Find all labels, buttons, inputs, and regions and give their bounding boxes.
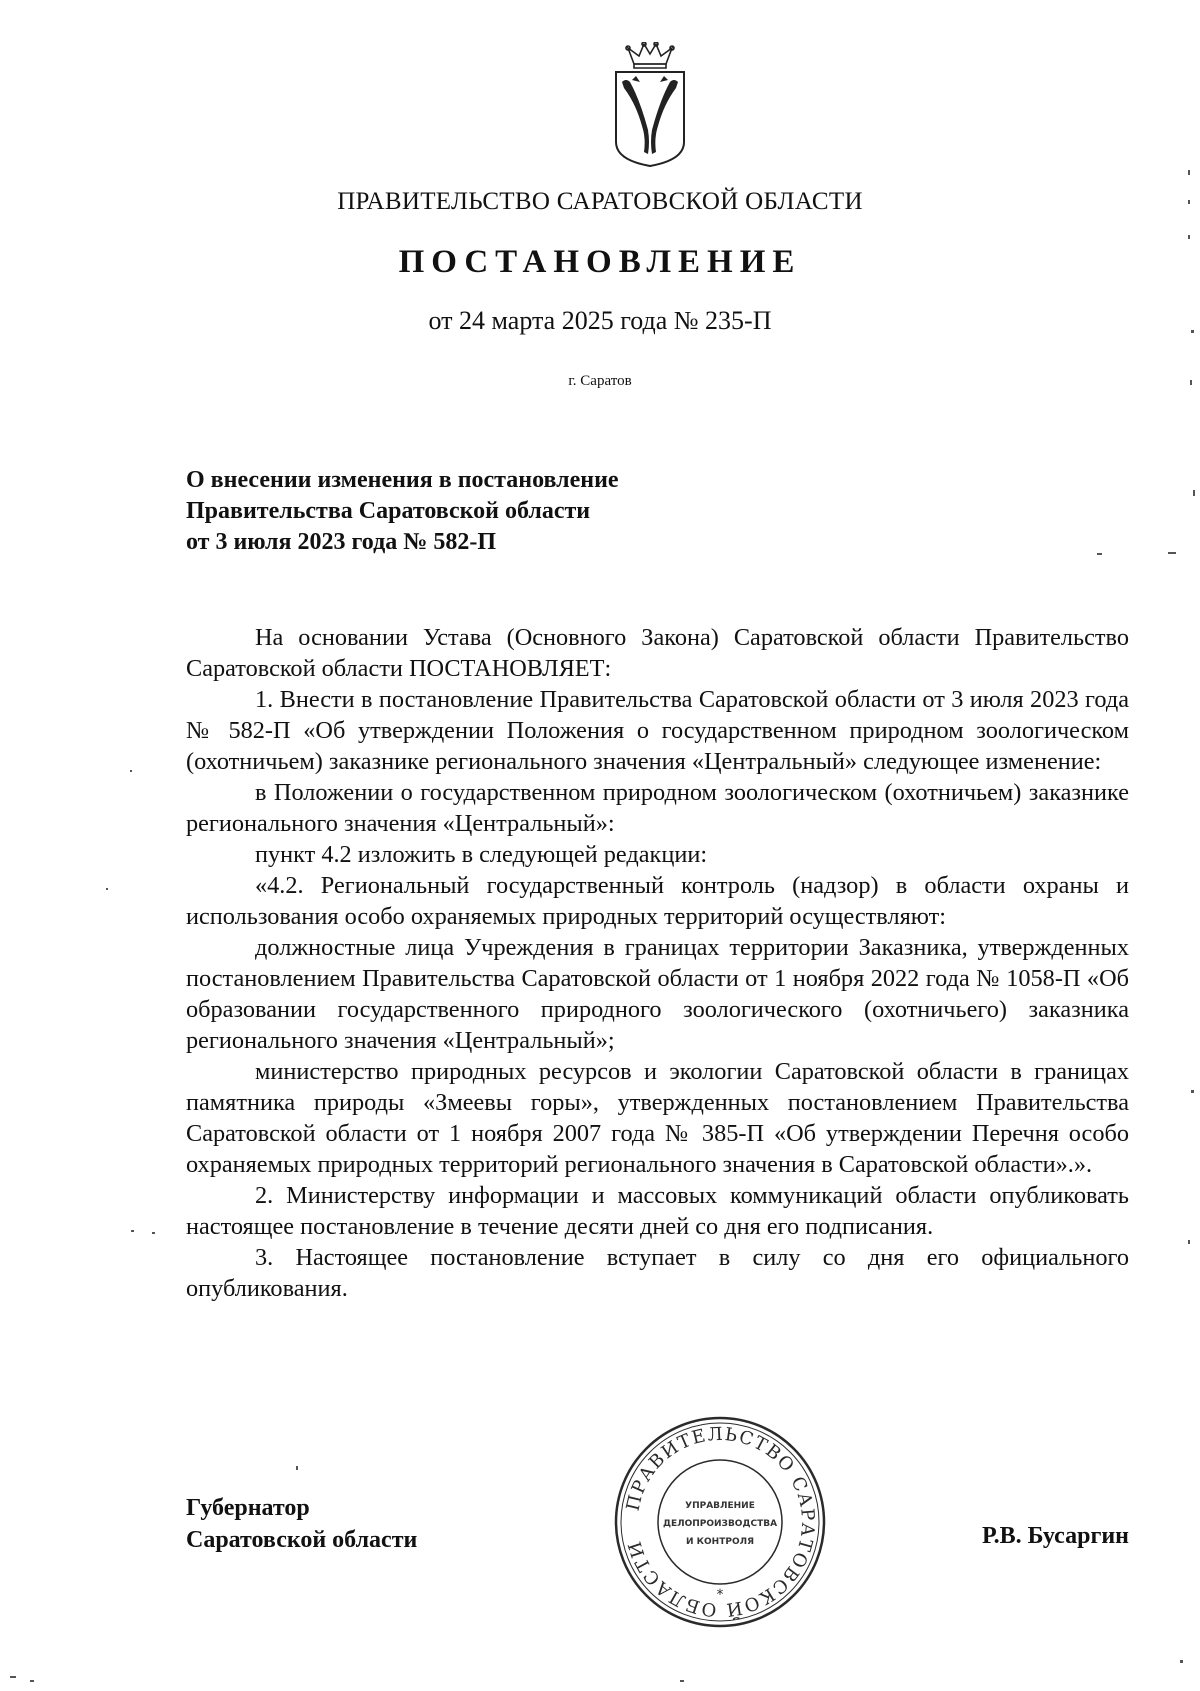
- signatory-name: Р.В. Бусаргин: [981, 1523, 1129, 1549]
- title-line: О внесении изменения в постановление: [186, 467, 619, 493]
- body-paragraph: 1. Внести в постановление Правительства Саратовской области от 3 июля 2023 года № 582-П «Об утверждении Положения о государственном природном зоологическом (охотничьем) заказнике регионального значения «Центральный» следующее изменение:: [186, 686, 1129, 775]
- body-paragraph: пункт 4.2 изложить в следующей редакции:: [255, 841, 708, 868]
- seal-center-line: ДЕЛОПРОИЗВОДСТВА: [662, 1519, 778, 1529]
- document-date-number: от 24 марта 2025 года № 235-П: [428, 306, 772, 335]
- document-type: ПОСТАНОВЛЕНИЕ: [398, 244, 802, 280]
- government-name: ПРАВИТЕЛЬСТВО САРАТОВСКОЙ ОБЛАСТИ: [337, 188, 863, 215]
- title-line: от 3 июля 2023 года № 582-П: [186, 529, 497, 555]
- body-paragraph: должностные лица Учреждения в границах территории Заказника, утвержденных постановлением Правительства Саратовской области от 1 ноября 2022 года № 1058-П «Об образовании государственного природного зоологического (охотничьего) заказника регионального значения «Центральный»;: [186, 934, 1129, 1054]
- svg-text:*: *: [716, 1587, 724, 1603]
- seal-center-line: УПРАВЛЕНИЕ: [685, 1501, 755, 1511]
- body-paragraph: На основании Устава (Основного Закона) Саратовской области Правительство Саратовской области ПОСТАНОВЛЯЕТ:: [186, 624, 1129, 682]
- body-paragraph: министерство природных ресурсов и экологии Саратовской области в границах памятника природы «Змеевы горы», утвержденных постановлением Правительства Саратовской области от 1 ноября 2007 года № 385-П «Об утверждении Перечня особо охраняемых природных территорий регионального значения в Саратовской области».».: [186, 1058, 1129, 1178]
- seal-ring-text: ПРАВИТЕЛЬСТВО САРАТОВСКОЙ ОБЛАСТИ: [622, 1423, 819, 1621]
- body-paragraph: 3. Настоящее постановление вступает в силу со дня его официального опубликования.: [186, 1244, 1129, 1302]
- body-paragraph: в Положении о государственном природном зоологическом (охотничьем) заказнике регионального значения «Центральный»:: [186, 779, 1129, 837]
- document-city: г. Саратов: [568, 373, 632, 389]
- body-paragraph: 2. Министерству информации и массовых коммуникаций области опубликовать настоящее постановление в течение десяти дней со дня его подписания.: [186, 1182, 1129, 1240]
- title-line: Правительства Саратовской области: [186, 498, 591, 524]
- body-paragraph: «4.2. Региональный государственный контроль (надзор) в области охраны и использования особо охраняемых природных территорий осуществляют:: [186, 872, 1129, 930]
- position-line: Губернатор: [186, 1495, 310, 1521]
- position-line: Саратовской области: [186, 1527, 418, 1553]
- seal-center-line: И КОНТРОЛЯ: [686, 1537, 754, 1547]
